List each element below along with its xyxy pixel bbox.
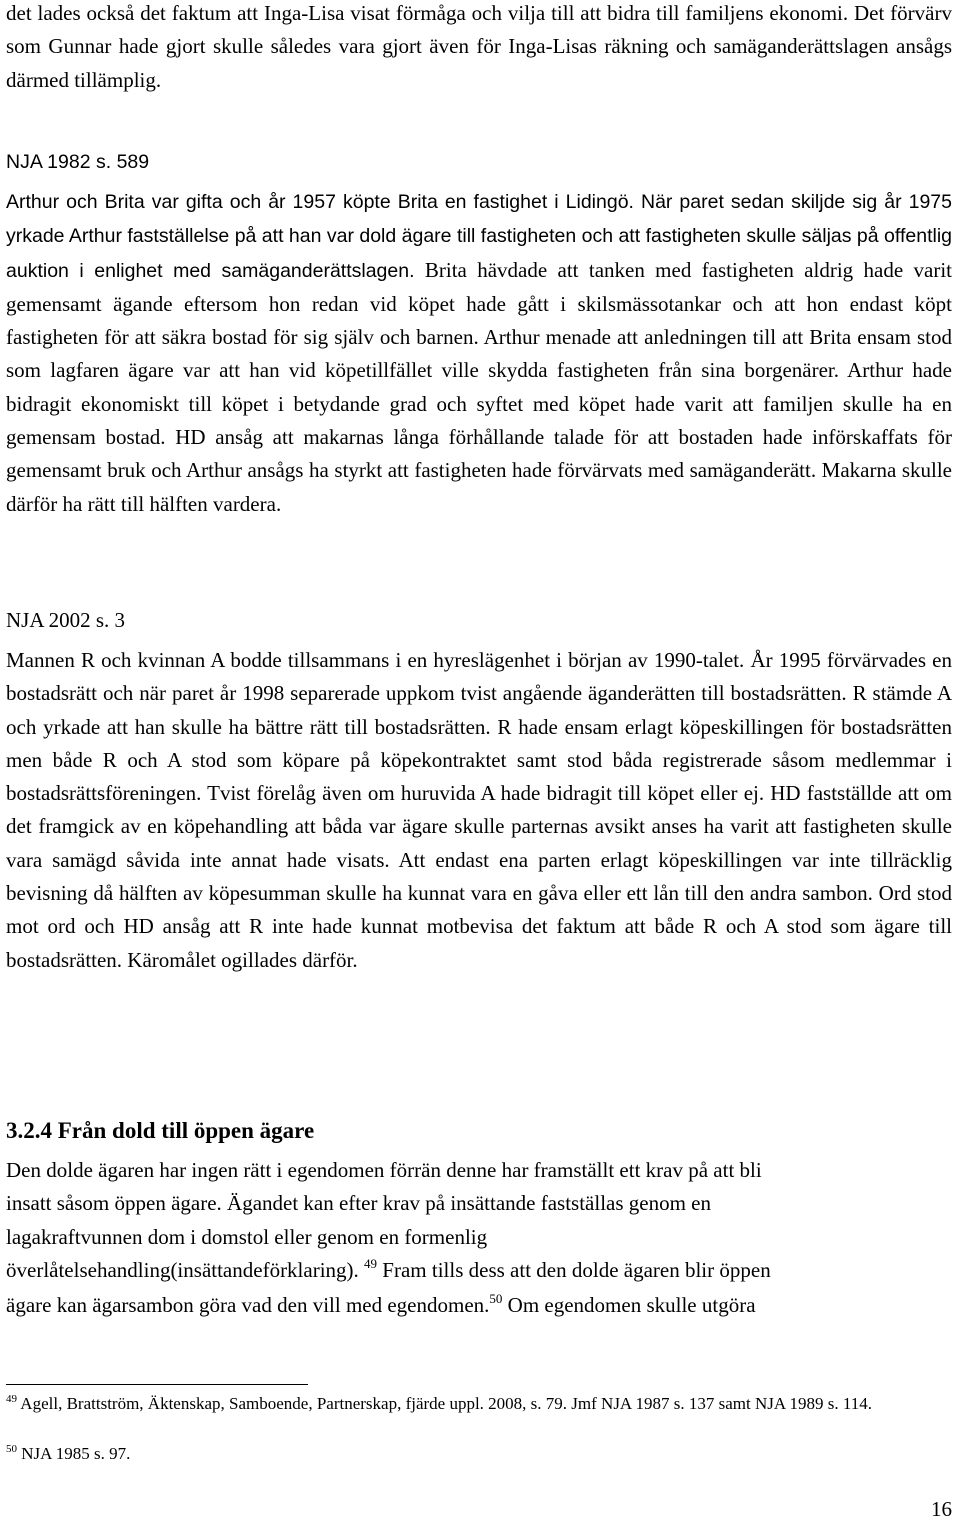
footnote-49 [6, 1393, 952, 1417]
case-1982-text-sans: Arthur och Brita var gifta och år 1957 köpte Brita en fastighet i Lidingö. När paret sedan skiljde sig år 1975 yrkade Arthur fastställelse på att han var dold ägare till fastigheten och att fastigheten skulle säljas på offentlig auktion i enlighet med samäganderättslagen. [6, 191, 952, 282]
case-1982-text-serif: Brita hävdade att tanken med fastigheten aldrig hade varit gemensamt ägande eftersom hon redan vid köpet hade gått i skilsmässotankar och att hon endast köpt fastigheten för att säkra bostad för sig själv och barnen. Arthur menade att anledningen till att Brita ensam stod som lagfaren ägare var att han vid köpetillfället ville skydda fastigheten från sina borgenärer. Arthur hade bidragit ekonomiskt till köpet i betydande grad och syftet med köpet hade varit att familjen skulle ha en gemensam bostad. HD ansåg att makarnas långa förhållande talade för att bostaden hade införskaffats för gemensamt bruk och Arthur ansågs ha styrkt att fastigheten hade förvärvats med samäganderätt. Makarna skulle därför ha rätt till hälften vardera. [6, 257, 952, 516]
footnote-ref-49[interactable]: 49 [364, 1255, 378, 1271]
footnote-ref-50[interactable]: 50 [489, 1291, 503, 1307]
section-line [6, 1254, 952, 1289]
footnote-50 [6, 1443, 952, 1467]
section-line [6, 1289, 952, 1324]
section-title: 3.2.4 Från dold till öppen ägare [6, 1118, 315, 1143]
footnote-number: 49 [6, 1393, 17, 1405]
case-paragraph-nja-2002 [6, 644, 952, 977]
section-line: insatt såsom öppen ägare. Ägandet kan efter krav på insättande fastställas genom en [6, 1191, 712, 1216]
footnote-number: 50 [6, 1443, 17, 1455]
document-page [6, 0, 952, 1525]
footnote-text: NJA 1985 s. 97. [17, 1444, 131, 1463]
section-line-text: Om egendomen skulle utgöra [502, 1293, 756, 1318]
section-line-text: överlåtelsehandling(insättandeförklaring). [6, 1257, 359, 1282]
intro-paragraph [6, 0, 952, 97]
case-heading-nja-1982: NJA 1982 s. 589 [6, 151, 150, 173]
intro-text: det lades också det faktum att Inga-Lisa visat förmåga och vilja till att bidra till familjens ekonomi. Det förvärv som Gunnar hade gjort skulle således vara gjort även för Inga-Lisas räkning och samäganderättslagen ansågs därmed tillämplig. [6, 1, 952, 92]
section-paragraph [6, 1154, 952, 1324]
page-number: 16 [931, 1497, 952, 1521]
case-2002-text: Mannen R och kvinnan A bodde tillsammans i en hyreslägenhet i början av 1990-talet. År 1995 förvärvades en bostadsrätt och när paret år 1998 separerade uppkom tvist angående äganderätten till bostadsrätten. R stämde A och yrkade att han skulle ha bättre rätt till bostadsrätten. R hade ensam erlagt köpeskillingen för bostadsrätten men både R och A stod som köpare på köpekontraktet samt stod båda registrerade såsom medlemmar i bostadsrättsföreningen. Tvist förelåg även om huruvida A hade bidragit till köpet eller ej. HD fastställde att om det framgick av en köpehandling att båda var ägare skulle parternas avsikt anses ha varit att fastigheten skulle vara samägd såvida inte annat hade visats. Att endast ena parten erlagt köpeskillingen var inte tillräcklig bevisning då hälften av köpesumman skulle ha kunnat vara en gåva eller ett lån till den andra sambon. Ord stod mot ord och HD ansåg att R inte hade kunnat motbevisa det faktum att både R och A stod som ägare till bostadsrätten. Käromålet ogillades därför. [6, 648, 952, 972]
section-line: lagakraftvunnen dom i domstol eller genom en formenlig [6, 1224, 488, 1249]
footnote-text: Agell, Brattström, Äktenskap, Samboende, Partnerskap, fjärde uppl. 2008, s. 79. Jmf NJA 1987 s. 137 samt NJA 1989 s. 114. [17, 1394, 872, 1413]
section-line-text: ägare kan ägarsambon göra vad den vill med egendomen. [6, 1293, 490, 1318]
footnote-separator [6, 1384, 308, 1385]
case-heading-nja-2002: NJA 2002 s. 3 [6, 608, 126, 632]
case-paragraph-nja-1982 [6, 185, 952, 521]
section-line: Den dolde ägaren har ingen rätt i egendomen förrän denne har framställt ett krav på att bli [6, 1158, 762, 1182]
section-line-text: Fram tills dess att den dolde ägaren blir öppen [377, 1257, 771, 1282]
